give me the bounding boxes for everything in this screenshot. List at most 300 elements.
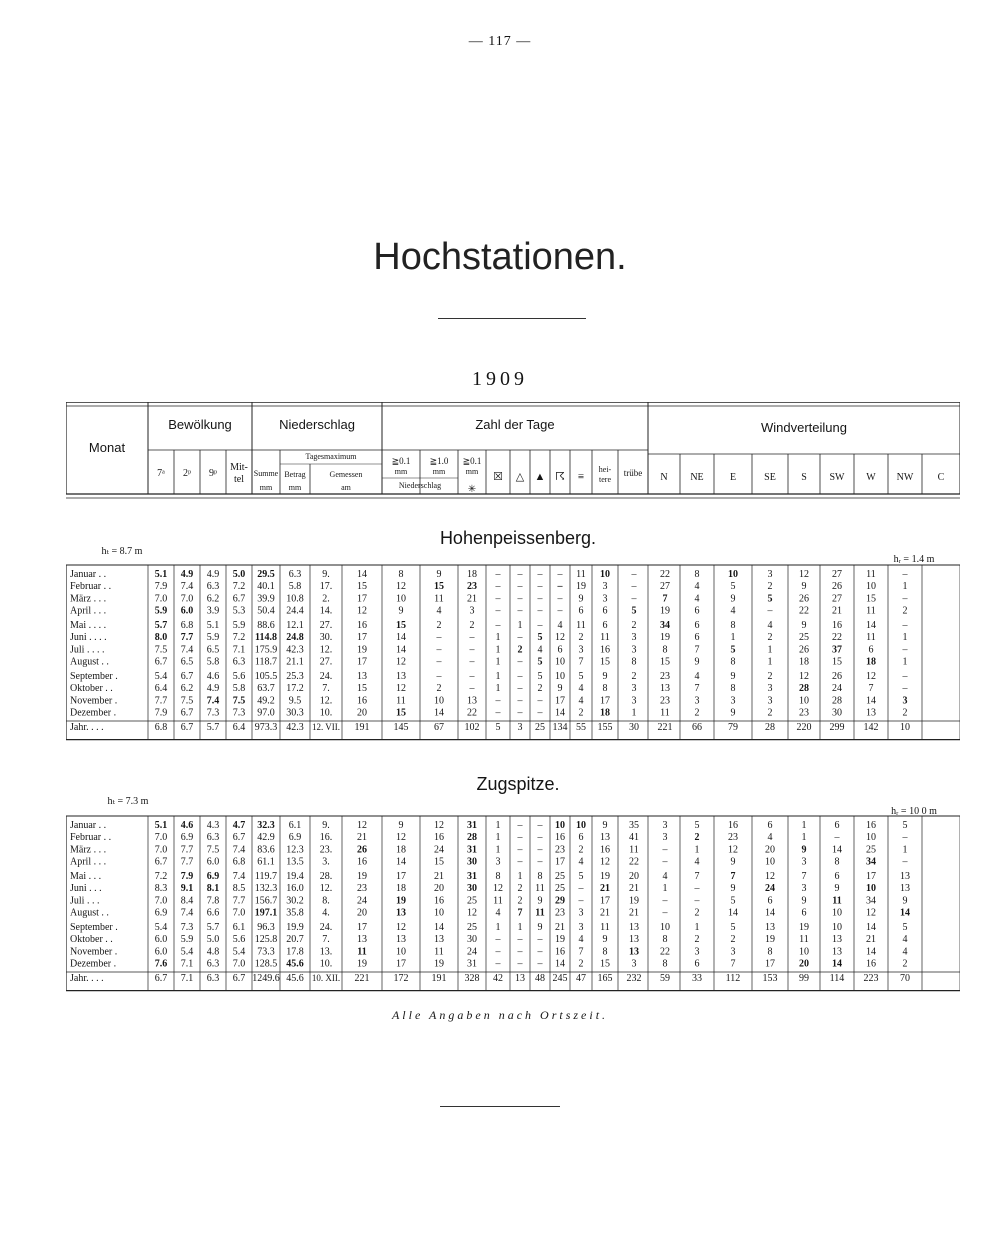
month-label: Juli . . . .	[70, 644, 105, 656]
table-cell: 11	[357, 946, 367, 958]
table-cell: 14	[555, 707, 565, 719]
table-cell: 15	[600, 958, 610, 970]
table-cell: 12	[467, 907, 477, 919]
table-cell: 26	[832, 671, 842, 682]
table-cell: 10	[799, 695, 809, 707]
table-cell: 19	[660, 632, 670, 644]
table-cell: –	[517, 832, 523, 844]
table-cell: 6	[834, 820, 840, 831]
table-cell: 4	[767, 832, 773, 844]
table-cell: 172	[393, 973, 409, 984]
table-cell: 5.0	[206, 934, 220, 946]
table-cell: 8.3	[154, 883, 168, 895]
table-cell: 8	[694, 569, 700, 580]
header-threshold-01b: ≧0.1	[462, 456, 482, 466]
table-cell: –	[557, 593, 563, 605]
table-cell: 19	[434, 958, 444, 970]
table-cell: 9	[834, 883, 840, 895]
table-cell: 59	[660, 973, 670, 984]
table-cell: 7.0	[180, 593, 194, 605]
climate-table	[66, 402, 960, 1014]
table-cell: 145	[393, 722, 409, 733]
header-mittel: tel	[234, 474, 244, 485]
table-cell: 19	[600, 871, 610, 882]
table-cell: 1	[495, 922, 501, 933]
wind-dir-n: N	[660, 472, 668, 483]
table-cell: 4	[902, 946, 908, 958]
table-cell: 4.7	[232, 820, 246, 831]
table-cell: 4	[578, 683, 584, 695]
table-cell: –	[902, 683, 908, 695]
table-cell: 9	[730, 883, 736, 895]
table-cell: 24.4	[286, 605, 304, 617]
table-cell: –	[537, 844, 543, 856]
table-cell: 5	[902, 922, 908, 933]
header-threshold-01: ≧0.1	[391, 456, 411, 466]
table-cell: 14	[765, 907, 775, 919]
table-cell: 7.	[322, 934, 330, 946]
table-cell: 10	[799, 946, 809, 958]
table-cell: 17	[396, 958, 406, 970]
footnote: Alle Angaben nach Ortszeit.	[391, 1008, 609, 1022]
table-cell: 45.6	[286, 958, 304, 970]
heitere-label: tere	[599, 475, 611, 484]
table-cell: 49.2	[257, 695, 275, 707]
table-cell: –	[495, 569, 501, 580]
table-cell: 102	[464, 722, 480, 733]
table-cell: 30.2	[286, 895, 304, 907]
table-cell: 19.9	[286, 922, 304, 933]
table-cell: 7.0	[154, 895, 168, 907]
table-cell: 23	[799, 707, 809, 719]
table-cell: 9	[694, 656, 700, 668]
table-cell: 11	[660, 707, 670, 719]
table-cell: 7.0	[232, 958, 246, 970]
table-cell: –	[495, 593, 501, 605]
table-cell: 23	[555, 844, 565, 856]
table-cell: 6	[834, 871, 840, 882]
table-cell: 19.4	[286, 871, 304, 882]
table-cell: –	[517, 605, 523, 617]
table-cell: 6.7	[180, 707, 194, 719]
table-cell: 12	[357, 820, 367, 831]
table-cell: 16	[866, 820, 876, 831]
table-cell: 10	[660, 922, 670, 933]
month-label: November .	[70, 946, 118, 958]
table-cell: 14	[357, 569, 367, 580]
table-cell: 21	[357, 832, 367, 844]
table-cell: 2	[578, 844, 584, 856]
table-cell: 5	[578, 671, 584, 682]
table-cell: 17	[396, 871, 406, 882]
table-cell: 20	[629, 871, 639, 882]
table-cell: 2	[436, 683, 442, 695]
month-label: Oktober . .	[70, 683, 113, 695]
header-niederschlag-small: Niederschlag	[398, 481, 442, 490]
table-cell: 10	[832, 907, 842, 919]
table-cell: 7.0	[232, 907, 246, 919]
table-cell: 2	[767, 671, 773, 682]
table-cell: 4	[578, 856, 584, 868]
table-cell: 18	[396, 844, 406, 856]
table-cell: 197.1	[254, 907, 278, 919]
table-cell: 2	[902, 707, 908, 719]
table-cell: 7.2	[232, 632, 246, 644]
heitere-label: hei-	[598, 465, 612, 474]
wind-dir-w: W	[866, 472, 876, 483]
table-cell: 9	[602, 934, 608, 946]
table-cell: 3	[662, 820, 668, 831]
table-cell: 3	[602, 581, 608, 593]
table-cell: 19	[765, 934, 775, 946]
table-cell: 1	[517, 871, 523, 882]
month-label: September .	[70, 671, 118, 682]
table-cell: –	[557, 581, 563, 593]
table-cell: 13	[357, 671, 367, 682]
table-cell: 21	[832, 605, 842, 617]
table-cell: 24	[832, 683, 842, 695]
table-cell: 23.	[319, 844, 333, 856]
table-cell: 3	[662, 832, 668, 844]
table-cell: 17	[357, 922, 367, 933]
table-cell: 5.9	[180, 934, 194, 946]
table-cell: 128.5	[254, 958, 278, 970]
table-cell: 4	[730, 605, 736, 617]
table-cell: 27.	[319, 620, 333, 631]
table-cell: 14	[866, 695, 876, 707]
table-cell: 1	[495, 820, 501, 831]
table-cell: 7	[730, 958, 736, 970]
table-cell: 5.8	[288, 581, 302, 593]
table-cell: 4.	[322, 907, 330, 919]
table-cell: –	[662, 895, 668, 907]
table-cell: 7	[578, 946, 584, 958]
table-cell: 4	[578, 934, 584, 946]
table-cell: 22	[832, 632, 842, 644]
table-cell: 105.5	[254, 671, 278, 682]
table-cell: 15	[866, 593, 876, 605]
table-cell: 5.8	[232, 683, 246, 695]
wind-dir-e: E	[729, 472, 737, 483]
table-cell: 2	[694, 832, 700, 844]
table-cell: 1	[517, 922, 523, 933]
table-cell: 3	[631, 632, 637, 644]
table-cell: 114.8	[255, 632, 277, 644]
table-cell: 67	[434, 722, 444, 733]
table-cell: 12.	[319, 695, 333, 707]
table-cell: 35	[629, 820, 639, 831]
table-cell: 19	[396, 895, 406, 907]
table-cell: 12	[765, 871, 775, 882]
table-cell: 42.3	[286, 722, 304, 733]
table-cell: 6.3	[232, 656, 246, 668]
table-cell: 55	[576, 722, 586, 733]
table-cell: 6.9	[288, 832, 302, 844]
table-cell: –	[578, 883, 584, 895]
table-cell: 6.8	[232, 856, 246, 868]
month-label: Dezember .	[70, 707, 117, 719]
table-cell: 30	[832, 707, 842, 719]
table-cell: 18	[866, 656, 876, 668]
header-7a: 7ᵃ	[157, 468, 165, 479]
table-cell: 12	[396, 581, 406, 593]
table-cell: 9	[557, 683, 563, 695]
wind-dir-nw: NW	[896, 472, 914, 483]
table-cell: 11	[832, 895, 842, 907]
header-threshold-unit: mm	[394, 467, 408, 476]
table-cell: –	[537, 605, 543, 617]
table-cell: 8	[730, 656, 736, 668]
table-cell: 19	[576, 581, 586, 593]
page-number: — 117 —	[468, 34, 532, 49]
table-cell: 119.7	[254, 871, 278, 882]
table-cell: 83.6	[257, 844, 275, 856]
table-cell: 96.3	[257, 922, 275, 933]
table-cell: 25	[535, 722, 545, 733]
table-cell: 7.4	[180, 644, 194, 656]
table-cell: –	[902, 832, 908, 844]
table-cell: 24	[434, 844, 444, 856]
table-cell: 245	[552, 973, 568, 984]
table-cell: 5	[730, 895, 736, 907]
table-cell: 6.2	[206, 593, 220, 605]
table-cell: 8	[730, 683, 736, 695]
table-cell: 6.7	[154, 973, 168, 984]
table-cell: 2	[631, 671, 637, 682]
table-cell: 28	[467, 832, 477, 844]
table-cell: 4	[694, 581, 700, 593]
table-cell: 221	[657, 722, 673, 733]
table-cell: 9.	[322, 569, 330, 580]
table-cell: 7	[694, 644, 700, 656]
table-cell: –	[517, 934, 523, 946]
table-cell: 17.8	[286, 946, 304, 958]
table-cell: 16	[728, 820, 738, 831]
table-cell: 6.3	[206, 973, 220, 984]
table-cell: –	[495, 605, 501, 617]
table-cell: –	[469, 644, 475, 656]
table-cell: 12	[396, 922, 406, 933]
table-cell: 6.3	[206, 832, 220, 844]
table-cell: 10.	[319, 958, 333, 970]
table-cell: 1	[902, 632, 908, 644]
table-cell: 155	[597, 722, 613, 733]
table-cell: –	[517, 671, 523, 682]
table-cell: –	[469, 671, 475, 682]
table-cell: 23	[467, 581, 477, 593]
table-cell: 2.	[322, 593, 330, 605]
table-cell: 73.3	[257, 946, 275, 958]
table-cell: 16	[866, 958, 876, 970]
table-cell: 23	[357, 883, 367, 895]
table-cell: 15	[357, 581, 367, 593]
table-cell: –	[631, 569, 637, 580]
table-cell: 29.5	[257, 569, 275, 580]
table-cell: 17	[357, 656, 367, 668]
wind-dir-sw: SW	[829, 472, 845, 483]
table-cell: 114	[829, 973, 845, 984]
table-cell: 2	[517, 895, 523, 907]
table-cell: 7.7	[180, 632, 194, 644]
table-cell: 7.7	[180, 844, 194, 856]
table-cell: 8	[602, 683, 608, 695]
table-cell: 6.3	[206, 958, 220, 970]
table-cell: 9.1	[180, 883, 194, 895]
table-cell: 6.4	[232, 722, 246, 733]
table-cell: 2	[767, 581, 773, 593]
table-cell: 8.	[322, 895, 330, 907]
table-cell: 30	[467, 934, 477, 946]
table-cell: –	[469, 632, 475, 644]
table-cell: 17	[765, 958, 775, 970]
table-cell: 26	[357, 844, 367, 856]
table-cell: 11	[535, 883, 545, 895]
table-cell: 3	[694, 695, 700, 707]
table-cell: 10	[555, 671, 565, 682]
table-cell: 6	[578, 832, 584, 844]
table-cell: 5	[578, 871, 584, 882]
table-cell: 31	[467, 958, 477, 970]
wind-dir-se: SE	[764, 472, 776, 483]
table-cell: 5.7	[206, 722, 220, 733]
table-cell: 7.5	[232, 695, 246, 707]
table-cell: 3.	[322, 856, 330, 868]
table-cell: 3	[730, 695, 736, 707]
table-cell: 9	[730, 593, 736, 605]
table-cell: 3	[767, 683, 773, 695]
table-cell: 7.3	[206, 707, 220, 719]
table-cell: 7	[662, 593, 668, 605]
table-cell: 5.1	[206, 620, 220, 631]
table-cell: 11	[535, 907, 545, 919]
table-cell: 40.1	[257, 581, 275, 593]
table-cell: 3	[517, 722, 523, 733]
table-cell: 3	[631, 695, 637, 707]
table-cell: 9.5	[288, 695, 302, 707]
table-cell: 4	[662, 871, 668, 882]
table-cell: 1	[517, 620, 523, 631]
table-cell: 9	[902, 895, 908, 907]
table-cell: 221	[354, 973, 370, 984]
table-cell: 9	[398, 820, 404, 831]
table-cell: 1	[495, 832, 501, 844]
table-cell: 25	[866, 844, 876, 856]
table-cell: –	[902, 644, 908, 656]
table-cell: 5	[694, 820, 700, 831]
triangle-solid-icon: ▲	[534, 471, 546, 483]
table-cell: –	[495, 958, 501, 970]
table-cell: 17.	[319, 581, 333, 593]
table-cell: 1	[767, 644, 773, 656]
table-cell: 12.	[319, 883, 333, 895]
table-cell: 6	[694, 620, 700, 631]
title-rule	[438, 318, 586, 319]
table-cell: 4.6	[206, 671, 220, 682]
table-cell: 14	[396, 632, 406, 644]
table-cell: 26	[799, 644, 809, 656]
table-cell: 24	[765, 883, 775, 895]
table-cell: 23	[660, 671, 670, 682]
table-cell: 34	[660, 620, 670, 631]
table-cell: 20	[765, 844, 775, 856]
table-cell: 13	[765, 922, 775, 933]
table-cell: 5	[537, 632, 543, 644]
table-cell: 12.3	[286, 844, 304, 856]
table-cell: 19	[629, 895, 639, 907]
table-cell: 29	[555, 895, 565, 907]
table-cell: 6	[868, 644, 874, 656]
table-cell: 10. XII.	[311, 973, 341, 983]
table-cell: 22	[660, 569, 670, 580]
table-cell: 6	[767, 895, 773, 907]
table-cell: 118.7	[254, 656, 278, 668]
table-cell: 3	[495, 856, 501, 868]
table-cell: –	[517, 707, 523, 719]
table-cell: –	[517, 844, 523, 856]
table-cell: 7.4	[180, 907, 194, 919]
station-title: Zugspitze.	[476, 774, 560, 794]
thunder-icon: ☈	[555, 471, 565, 483]
header-windverteilung: Windverteilung	[761, 420, 847, 435]
table-cell: 1249.6	[252, 973, 280, 984]
table-cell: 13	[629, 934, 639, 946]
table-cell: –	[694, 883, 700, 895]
table-cell: 8.0	[154, 632, 168, 644]
table-cell: 4	[578, 695, 584, 707]
table-cell: 66	[692, 722, 702, 733]
table-cell: 79	[728, 722, 738, 733]
table-cell: 6.7	[180, 722, 194, 733]
table-cell: –	[537, 581, 543, 593]
table-cell: 33	[692, 973, 702, 984]
table-cell: 8	[662, 934, 668, 946]
table-cell: 1	[902, 656, 908, 668]
table-cell: 10	[434, 695, 444, 707]
table-cell: –	[495, 707, 501, 719]
table-cell: 10	[396, 946, 406, 958]
month-label: November .	[70, 695, 118, 707]
table-cell: –	[495, 620, 501, 631]
table-cell: 11	[434, 946, 444, 958]
table-cell: 15	[396, 620, 406, 631]
table-cell: 7.0	[154, 844, 168, 856]
table-cell: 22	[660, 946, 670, 958]
table-cell: 15	[660, 656, 670, 668]
table-cell: 1	[662, 883, 668, 895]
table-cell: 11	[576, 569, 586, 580]
table-cell: 5.9	[154, 605, 168, 617]
hail-icon: ☒	[493, 471, 503, 483]
table-cell: 3	[767, 695, 773, 707]
table-cell: 5	[495, 722, 501, 733]
table-cell: 22	[799, 605, 809, 617]
month-label: Januar . .	[70, 820, 107, 831]
table-cell: 14	[396, 644, 406, 656]
table-cell: 11	[866, 569, 876, 580]
table-cell: 2	[631, 620, 637, 631]
table-cell: 11	[493, 895, 503, 907]
table-cell: 7.4	[180, 581, 194, 593]
table-cell: 4	[767, 620, 773, 631]
month-label: Jahr. . . .	[70, 973, 104, 984]
table-cell: 9.	[322, 820, 330, 831]
table-cell: 7	[694, 871, 700, 882]
table-cell: 15	[357, 683, 367, 695]
table-cell: 25	[555, 883, 565, 895]
table-cell: –	[517, 593, 523, 605]
table-cell: 30	[467, 856, 477, 868]
table-cell: 7.	[322, 683, 330, 695]
